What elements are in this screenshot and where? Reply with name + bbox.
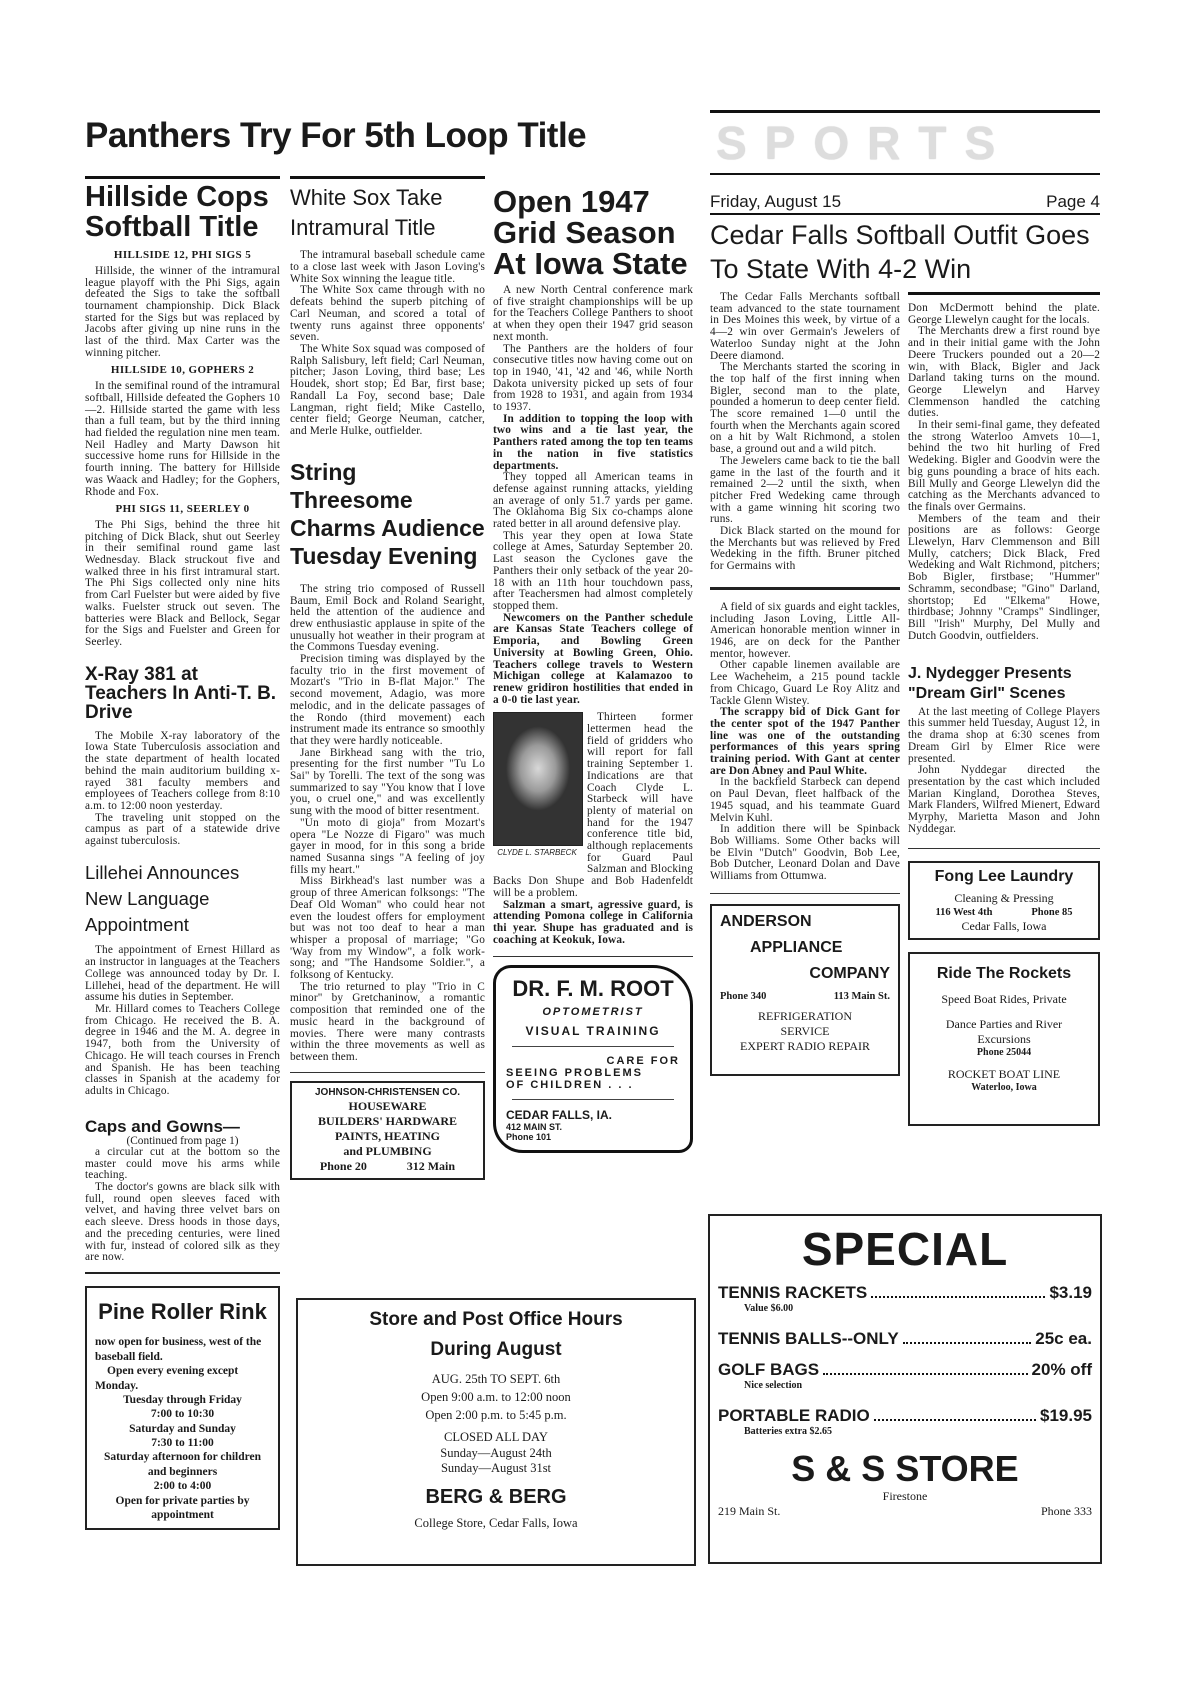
- root-phone: Phone 101: [506, 1132, 552, 1143]
- divider: [710, 587, 900, 590]
- cedar-article: [710, 292, 900, 573]
- root-address: 412 MAIN ST.: [506, 1122, 563, 1133]
- special-item: [718, 1405, 1092, 1426]
- dot-leader: [874, 1419, 1036, 1421]
- closed-line: Sunday—August 31st: [440, 1461, 552, 1476]
- lillehei-article: [85, 945, 280, 1097]
- johnson-line: JOHNSON-CHRISTENSEN CO.: [314, 1086, 460, 1098]
- s-and-s-store: S & S STORE: [791, 1447, 1019, 1489]
- dr-root-optometrist-ad: [493, 965, 693, 1153]
- xray-headline: X-Ray 381 at Teachers In Anti-T. B. Drive: [85, 663, 277, 724]
- rockets-line: Excursions: [977, 1031, 1031, 1046]
- fong-service: Cleaning & Pressing: [954, 890, 1054, 905]
- paragraph: Other capable linemen available are Lee Wacheheim, a 215 pound tackle from Chicago, Guard Le Roy Alitz and Tackle Glenn Wistey.: [710, 659, 900, 707]
- paragraph: The trio returned to play "Trio in C minor" by Gretchaninow, a romantic composition that reminded one of the music heard in the background of movies. There were many contrasts within the three movements as well as between them.: [290, 980, 485, 1063]
- paragraph: The Merchants started the scoring in the top half of the first inning when Bigler, second man to the plate, pounded a homerun to deep center field. The score remained 1—0 until the fourth when the Merchants again scored on a hit by Walt Richmond, a stolen base, a ground out and a wild pitch.: [710, 361, 900, 456]
- hours-footer: College Store, Cedar Falls, Iowa: [414, 1515, 578, 1530]
- sports-banner: [710, 110, 1100, 175]
- fong-lee-laundry-ad: [908, 861, 1100, 940]
- divider: [908, 848, 1100, 849]
- paragraph: Don McDermott behind the plate. George Llewelyn caught for the locals.: [908, 302, 1100, 326]
- main-headline: Panthers Try For 5th Loop Title: [85, 116, 587, 155]
- paragraph: John Nyddegar directed the presentation by the cast which included Marian Kingland, Dorothea Steves, Mark Flanders, Wilfred Mienert, Edward Myrphy, Marietta Mason and John Nyddegar.: [908, 764, 1100, 835]
- rockets-line: Speed Boat Rides, Private: [941, 991, 1067, 1006]
- rink-line: Open every evening except Monday.: [95, 1365, 239, 1392]
- store-address: 219 Main St.: [718, 1503, 781, 1518]
- paragraph: A new North Central conference mark of five straight championships will be up for the Teachers College Panthers to shoot at when they open their 1947 grid season next month.: [493, 284, 693, 343]
- rink-line: Saturday afternoon for children and beginners: [103, 1451, 262, 1478]
- lillehei-headline: Lillehei Announces New Language Appointment: [85, 861, 240, 935]
- paragraph: The appointment of Ernest Hillard as an instructor in languages at the Teachers College was announced today by Dr. I. Lillehei, head of the department. He will assume his duties in September.: [85, 944, 280, 1004]
- item-price: 20% off: [1031, 1360, 1092, 1379]
- special-item: [718, 1328, 1092, 1349]
- anderson-line: ANDERSON: [720, 912, 812, 930]
- fong-phone: Phone 85: [1031, 906, 1073, 918]
- paragraph: The scrappy bid of Dick Gant for the center spot of the 1947 Panther line was one of the outstanding performances of this years spring training period. With Gant at center are Don Abney and Paul White.: [710, 706, 900, 777]
- paragraph: They topped all American teams in defense against running attacks, yielding an average of only 51.7 yards per game. The Oklahoma Big Six co-champs alone rated better in all around defensive play.: [493, 471, 693, 531]
- rink-line: 7:30 to 11:00: [151, 1437, 214, 1450]
- paragraph: "Un moto di gioja" from Mozart's opera "Le Nozze di Figaro" was much gayer in mood, for in this song a bride named Susanna sings "A feeling of joy fills my heart.": [290, 816, 485, 876]
- string-headline: String Threesome Charms Audience Tuesday Evening: [290, 458, 485, 569]
- fong-address: 116 West 4th: [935, 906, 993, 918]
- berg-and-berg: BERG & BERG: [425, 1485, 567, 1508]
- dot-leader: [823, 1373, 1027, 1375]
- whitesox-article: [290, 250, 485, 437]
- item-name: GOLF BAGS: [718, 1360, 820, 1379]
- rink-line: Tuesday through Friday: [123, 1393, 242, 1406]
- cedar-falls-headline: Cedar Falls Softball Outfit Goes To State With 4-2 Win: [710, 220, 1090, 284]
- starbeck-photo: [493, 712, 581, 862]
- paragraph: The intramural baseball schedule came to a close last week with Jason Loving's White Sox winning the league title.: [290, 249, 485, 285]
- football-article-continued: [710, 602, 900, 883]
- paragraph: a circular cut at the bottom so the master could move his arms while teaching.: [85, 1145, 280, 1182]
- paragraph: In the semifinal round of the intramural softball, Hillside defeated the Gophers 10—2. Hillside started the game with less than a full team, but by the third inning had fielded the regulation nine men team. Neil Hadley and Marty Dawson hit successive home runs for Hillside in the fourth inning. The battery for Hillside was Waack and Hadley; for the Gophers, Rhode and Fox.: [85, 380, 280, 498]
- hours-subtitle: During August: [430, 1338, 562, 1360]
- issue-date: Friday, August 15: [710, 192, 842, 211]
- store-brand: Firestone: [882, 1488, 928, 1503]
- rockets-line: Dance Parties and River: [945, 1016, 1063, 1031]
- hours-line: AUG. 25th TO SEPT. 6th: [431, 1371, 561, 1386]
- string-article: [290, 584, 485, 1064]
- anderson-address: 113 Main St.: [833, 990, 890, 1002]
- column-3: [493, 186, 693, 1153]
- paragraph: Dick Black started on the mound for the Merchants but was relieved by Fred Wedeking in the fifth. Bruner pitched for Germains with: [710, 525, 900, 573]
- rink-line: now open for business, west of the baseball field.: [95, 1336, 262, 1363]
- item-name: TENNIS BALLS--ONLY: [718, 1328, 899, 1348]
- divider: [710, 893, 900, 894]
- paragraph: The White Sox came through with no defeats behind the superb pitching of Carl Neuman, and scored a total of twenty runs against three opponents' seven.: [290, 284, 485, 344]
- johnson-line: and PLUMBING: [343, 1144, 432, 1159]
- special-item: [718, 1282, 1092, 1303]
- whitesox-headline: White Sox Take Intramural Title: [290, 185, 443, 240]
- portrait-image: [493, 712, 583, 846]
- dot-leader: [903, 1342, 1032, 1344]
- rink-line: Open for private parties by appointment: [115, 1494, 250, 1521]
- score-subhead: PHI SIGS 11, SEERLEY 0: [115, 503, 250, 516]
- hours-line: Open 2:00 p.m. to 5:45 p.m.: [425, 1407, 567, 1422]
- rockets-title: Ride The Rockets: [936, 964, 1072, 982]
- score-subhead: HILLSIDE 12, PHI SIGS 5: [113, 249, 252, 262]
- dateline: [710, 192, 1100, 215]
- anderson-line: APPLIANCE: [750, 938, 843, 956]
- item-note: Value $6.00: [744, 1303, 794, 1315]
- anderson-service: REFRIGERATION: [757, 1008, 852, 1023]
- column-4: [710, 292, 900, 1076]
- closed-line: Sunday—August 24th: [440, 1445, 552, 1460]
- rockets-phone: Phone 25044: [976, 1046, 1032, 1058]
- item-note: Batteries extra $2.65: [744, 1426, 833, 1437]
- paragraph: In their semi-final game, they defeated the strong Waterloo Amvets 10—1, behind the two hit hurling of Fred Wedeking. Bigler and Goodvin were the big guns pounding a brace of hits each. Bill Mully and George Llewelyn did the catching as the Merchants advanced to the finals over Germains.: [908, 419, 1100, 513]
- hours-line: Open 9:00 a.m. to 12:00 noon: [421, 1389, 571, 1404]
- paragraph: The Mobile X-ray laboratory of the Iowa State Tuberculosis association and the state department of health located behind the main auditorium building x-rayed 381 faculty members and employees of Teachers college from 8:10 a.m. to 12:00 noon yesterday.: [85, 729, 280, 812]
- root-care: OF CHILDREN . . .: [506, 1079, 634, 1092]
- paragraph: The doctor's gowns are black silk with full, round open sleeves faced with velvet, and having three velvet bars on each sleeve. Dress hoods in those days, and the preceding centuries, were lined with fur, instead of colored silk as they are now.: [85, 1181, 280, 1264]
- paragraph: The White Sox squad was composed of Ralph Salisbury, left field; Carl Neuman, pitcher; Jason Loving, third base; Les Houdek, short stop; Ed Bar, first base; Randall La Foy, second base; Dale Langman, right field; Mike Castello, center field; George Neuman, catcher, and Merle Hulke, outfielder.: [290, 343, 485, 437]
- dot-leader: [871, 1296, 1045, 1298]
- rink-line: 2:00 to 4:00: [153, 1480, 212, 1493]
- item-price: 25c ea.: [1035, 1328, 1092, 1348]
- paragraph: Members of the team and their positions are as follows: George Llewelyn, Harv Clemmenson and Bill Mully, catchers; Dick Black, Fred Wedeking and Walt Richmond, pitchers; Bob Bigler, firstbase; "Hummer" Schramm, secondbase; "Gino" Darland, shortstop; Ed "Elkema" Howe, thirdbase; Johnny "Cramps" Sindlinger, Bill "Irish" Murphy, Del Mully and Dutch Goodvin, outfielders.: [908, 512, 1100, 642]
- photo-caption: CLYDE L. STARBECK: [497, 848, 577, 858]
- johnson-christensen-ad: [290, 1081, 485, 1181]
- paragraph: Mr. Hillard comes to Teachers College from Chicago. He received the B. A. degree in 1946 and the M. A. degree in 1947, both from the University of Chicago. He will teach courses in French and Spanish. He has been teaching classes in Spanish at the academy for adults in Chicago.: [85, 1003, 280, 1097]
- root-service: VISUAL TRAINING: [525, 1024, 661, 1039]
- fong-city: Cedar Falls, Iowa: [961, 918, 1047, 933]
- nydegger-article: [908, 707, 1100, 836]
- paragraph: The string trio composed of Russell Baum, Emil Bock and Roland Searight, held the attention of the audience and drew enthusiastic applause in spite of the unusually hot weather in their program at the Commons Tuesday evening.: [290, 582, 485, 654]
- special-items: [718, 1282, 1092, 1439]
- johnson-line: HOUSEWARE: [348, 1099, 427, 1114]
- item-name: PORTABLE RADIO: [718, 1405, 870, 1425]
- paragraph: The traveling unit stopped on the campus as part of a statewide drive against tuberculosis.: [85, 811, 280, 848]
- paragraph: The Jewelers came back to tie the ball game in the last of the fourth and it remained 2—2 until the sixth, when pitcher Fred Wedeking came through with a game winning hit scoring two runs.: [710, 454, 900, 526]
- anderson-line: COMPANY: [809, 964, 890, 982]
- johnson-line: BUILDERS' HARDWARE: [317, 1114, 458, 1129]
- special-item: [718, 1359, 1092, 1380]
- divider: [290, 1072, 485, 1073]
- closed-line: CLOSED ALL DAY: [444, 1429, 548, 1444]
- column-1: [85, 176, 280, 1530]
- special-sale-ad: [708, 1214, 1102, 1564]
- paragraph: Precision timing was displayed by the faculty trio in the first movement of Mozart's "Trio in B-flat Major." The second movement, Adagio, was more melodic, and in the delicate passages of the Rondo (third movement) each instrument made its entrance so smoothly that they were hardly noticeable.: [290, 653, 485, 747]
- paragraph: Thirteen former lettermen head the field of gridders who will report for fall training September 1. Indications are that Coach Clyde L. Starbeck will have plenty of material on hand for the 1947 conference title bid, although replacements for Guard Paul Salzman and Blocking Backs Don Shupe and Bob Hadenfeldt will be a problem.: [493, 711, 693, 899]
- paragraph: The Cedar Falls Merchants softball team advanced to the state tournament in Des Moines this week, by virtue of a 4—2 win over Germain's Jewelers of Waterloo Sunday night at the John Deere diamond.: [710, 291, 900, 362]
- hillside-article: [85, 250, 280, 649]
- paragraph: The Panthers are the holders of four consecutive titles now having come out on top in 1940, '41, '42 and '46, while North Dakota university picked up sets of four from 1928 to 1931, and again from 1934 to 1937.: [493, 342, 693, 414]
- page-number: Page 4: [1046, 192, 1100, 211]
- johnson-line: PAINTS, HEATING: [335, 1129, 440, 1144]
- rink-title: Pine Roller Rink: [98, 1298, 267, 1324]
- nydegger-headline: J. Nydegger Presents "Dream Girl" Scenes: [908, 665, 1072, 702]
- rockets-company: ROCKET BOAT LINE: [947, 1067, 1061, 1082]
- store-hours-ad: [296, 1298, 696, 1566]
- rink-line: Saturday and Sunday: [129, 1422, 236, 1435]
- item-name: TENNIS RACKETS: [718, 1283, 868, 1302]
- caps-headline: Caps and Gowns—: [85, 1116, 240, 1136]
- pine-roller-rink-ad: [85, 1286, 280, 1530]
- hillside-headline: Hillside Cops Softball Title: [85, 181, 269, 243]
- anderson-phone: Phone 340: [720, 990, 767, 1002]
- hours-title: Store and Post Office Hours: [369, 1309, 623, 1330]
- ride-the-rockets-ad: [908, 952, 1100, 1126]
- anderson-service: EXPERT RADIO REPAIR: [740, 1038, 870, 1053]
- sports-banner-text: SPORTS: [716, 117, 1014, 169]
- paragraph: Salzman a smart, agressive guard, is attending Pomona college in California thi year. Shupe has graduated and is coaching at Keokuk, Iowa.: [493, 898, 693, 946]
- paragraph: This year they open at Iowa State college at Ames, Saturday September 20. Last season the Cyclones gave the Panthers their only setback of the year 20-18 with an 11th hour touchdown pass, after Teachersmen had almost completely stopped them.: [493, 529, 693, 612]
- score-subhead: HILLSIDE 10, GOPHERS 2: [110, 364, 255, 377]
- paragraph: In addition to topping the loop with two wins and a tie last year, the Panthers rated among the top ten teams in the nation in five statistics departments.: [493, 412, 693, 472]
- root-care: CARE FOR: [606, 1055, 680, 1068]
- paragraph: Jane Birkhead sang with the trio, presenting for the first number "Tu Lo Sai" by Torelli. The text of the song was summarized to say "You know that I love you, o cruel one," and was excellently sung with the mood of bitter resentment.: [290, 746, 485, 818]
- anderson-appliance-ad: [710, 904, 900, 1076]
- caps-continued: (Continued from page 1): [126, 1134, 239, 1147]
- paragraph: A field of six guards and eight tackles, including Jason Loving, Little All-American honorable mention winner in 1946, are on deck for the Panther mentor, however.: [710, 600, 900, 660]
- root-care: SEEING PROBLEMS: [506, 1067, 643, 1080]
- johnson-address: 312 Main: [406, 1159, 456, 1174]
- column-5: [908, 292, 1100, 1126]
- paragraph: Newcomers on the Panther schedule are Kansas State Teachers college of Emporia, and Bowling Green University at Bowling Green, Ohio. Teachers college travels to Western Michigan college at Kalamazoo to renew gridiron hostilities that ended in a 0-0 tie last year.: [493, 611, 693, 706]
- rockets-city: Waterloo, Iowa: [971, 1082, 1037, 1094]
- caps-article: [85, 1147, 280, 1264]
- paragraph: In the backfield Starbeck can depend on Paul Devan, fleet halfback of the 1945 squad, and his teammate Guard Melvin Kuhl.: [710, 776, 900, 824]
- root-city: CEDAR FALLS, IA.: [506, 1108, 613, 1123]
- rink-line: 7:00 to 10:30: [150, 1408, 215, 1421]
- paragraph: Hillside, the winner of the intramural league playoff with the Phi Sigs, again defeated the Sigs to take the softball tournament championship. Dick Black started for the Sigs but was replaced by Jacobs after giving up nine runs in the last of the third. Max Carter was the winning pitcher.: [85, 264, 280, 359]
- open1947-headline: Open 1947 Grid Season At Iowa State: [493, 184, 688, 281]
- special-title: SPECIAL: [801, 1223, 1009, 1275]
- divider: [493, 956, 693, 957]
- xray-article: [85, 731, 280, 848]
- root-title: OPTOMETRIST: [542, 1006, 644, 1019]
- anderson-service: SERVICE: [780, 1023, 830, 1038]
- paragraph: In addition there will be Spinback Bob Williams. Some Other backs will be Elvin "Dutch" Goodvin, Bob Lee, Bob Dutcher, Leonard Dolan and Dave Williams from Ottumwa.: [710, 823, 900, 883]
- store-phone: Phone 333: [1041, 1503, 1092, 1518]
- cedar-article-cont: [908, 303, 1100, 642]
- root-name: DR. F. M. ROOT: [512, 976, 674, 1002]
- fong-title: Fong Lee Laundry: [934, 867, 1074, 885]
- divider: [85, 1272, 280, 1274]
- paragraph: At the last meeting of College Players this summer held Tuesday, August 12, in the drama shop at 6:30 scenes from Dream Girl by Elmer Rice were presented.: [908, 705, 1100, 765]
- column-2: [290, 176, 485, 1180]
- paragraph: The Merchants drew a first round bye and in their initial game with the John Deere Truckers pounded out a 20—2 win, with Black, Bigler and Jack Darland taking turns on the mound. George Llewelyn and Harvey Clemmenson handled the catching duties.: [908, 325, 1100, 420]
- item-price: $19.95: [1040, 1405, 1092, 1425]
- item-note: Nice selection: [744, 1380, 803, 1392]
- paragraph: The Phi Sigs, behind the three hit pitching of Dick Black, shut out Seerley in their semifinal round game last Wednesday. Black struckout five and walked three in his first intramural start. The Phi Sigs collected only nine hits from Carl Fuelster but were aided by five walks. Fuelster struck out seven. The batteries were Black and Bellock, Segar for the Sigs and Fuelster and Green for Seerley.: [85, 518, 280, 648]
- open1947-article: [493, 285, 693, 706]
- item-price: $3.19: [1049, 1283, 1092, 1302]
- paragraph: Miss Birkhead's last number was a group of three American folksongs: "The Deaf Old Woman" who could hear not even the loudest offers for employment but was not too deaf to hear a man whisper a proposal of marriage; "Go 'Way from my Window", a folk work-song; and "The Handsome Soldier.", a folksong of Kentucky.: [290, 875, 485, 982]
- johnson-phone: Phone 20: [319, 1159, 367, 1174]
